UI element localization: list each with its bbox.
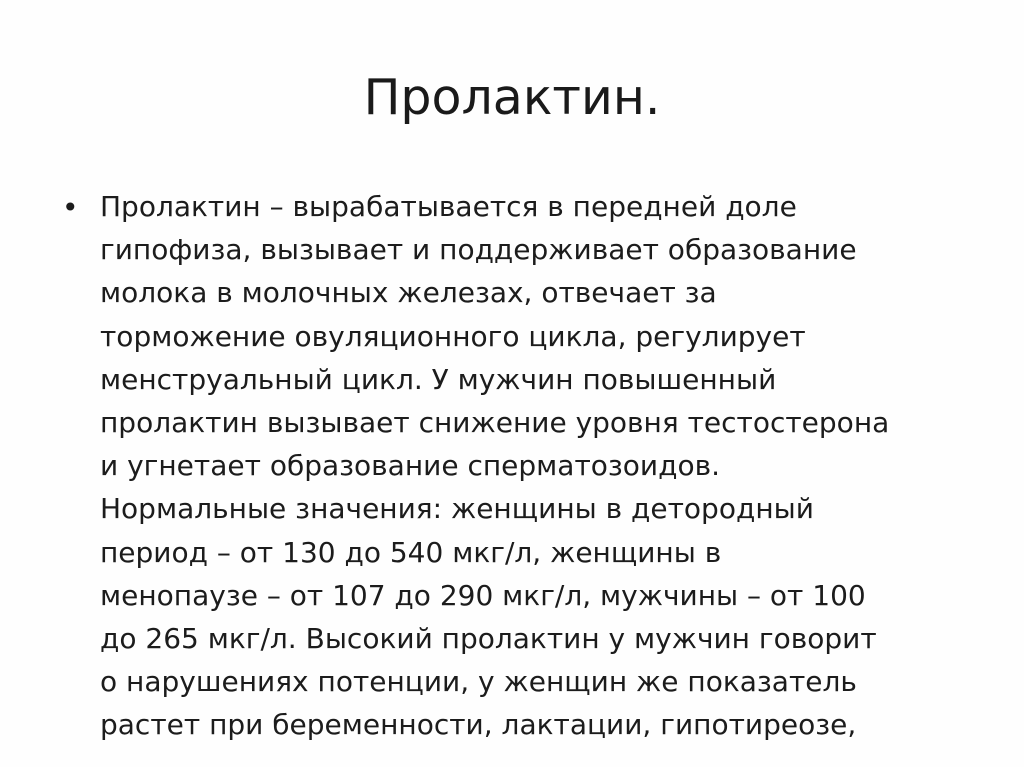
text-line: пролактин вызывает снижение уровня тестостерона xyxy=(100,405,890,439)
text-line: растет при беременности, лактации, гипотиреозе, xyxy=(100,708,857,742)
text-line: Нормальные значения: женщины в детородный xyxy=(100,492,814,526)
text-line: менопаузе – от 107 до 290 мкг/л, мужчины – от 100 xyxy=(100,578,866,612)
text-line: менструальный цикл. У мужчин повышенный xyxy=(100,362,777,396)
slide-title: Пролактин. xyxy=(363,69,661,126)
bullet-marker: • xyxy=(62,191,79,224)
text-line: период – от 130 до 540 мкг/л, женщины в xyxy=(100,535,722,569)
text-line: молока в молочных железах, отвечает за xyxy=(100,276,717,310)
text-line: Пролактин – вырабатывается в передней доле xyxy=(100,190,797,223)
text-line: о нарушениях потенции, у женщин же показатель xyxy=(100,665,857,699)
text-line: торможение овуляционного цикла, регулирует xyxy=(100,319,806,353)
text-line: и угнетает образование сперматозоидов. xyxy=(100,449,720,483)
bullet-text xyxy=(100,185,1010,746)
text-line: до 265 мкг/л. Высокий пролактин у мужчин говорит xyxy=(100,621,877,655)
text-line: гипофиза, вызывает и поддерживает образование xyxy=(100,233,857,267)
